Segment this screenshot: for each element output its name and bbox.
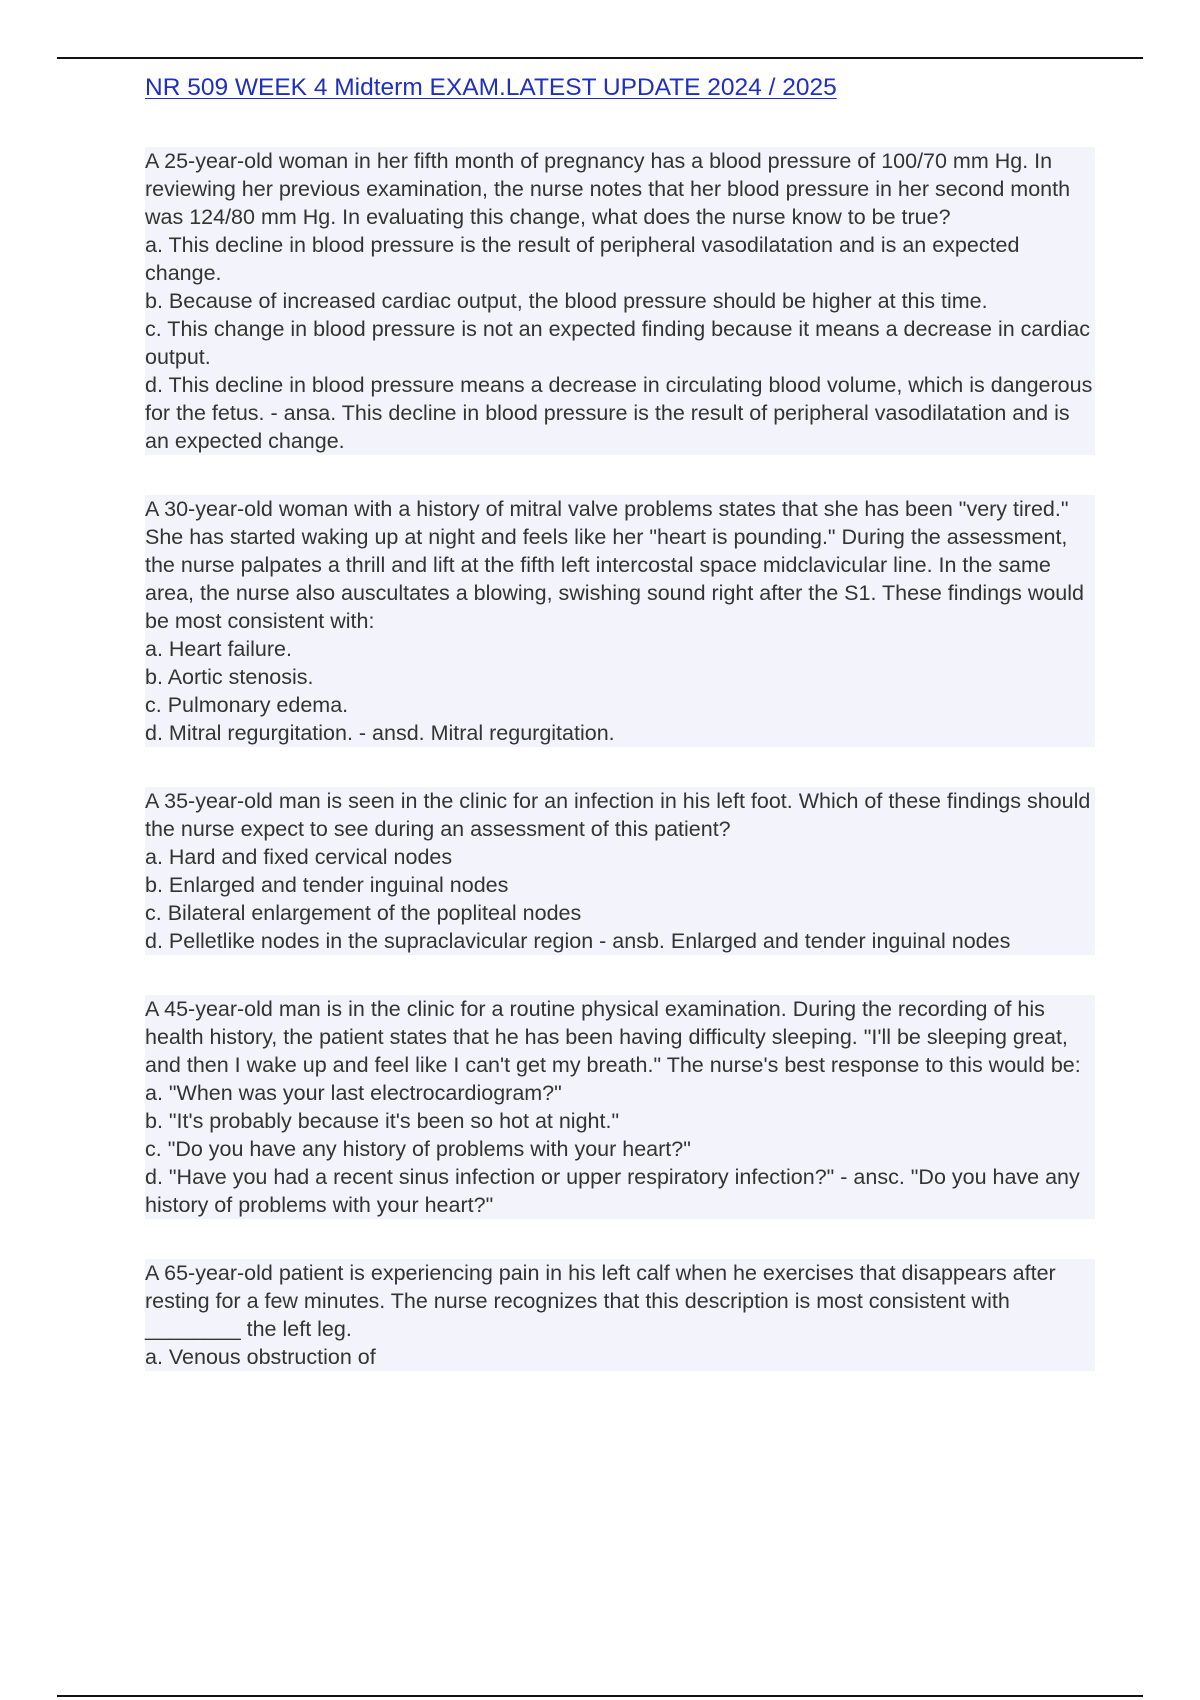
answer-option: c. Bilateral enlargement of the popliteal nodes bbox=[145, 899, 1095, 927]
answer-option: c. "Do you have any history of problems with your heart?" bbox=[145, 1135, 1095, 1163]
answer-option: d. Mitral regurgitation. - ansd. Mitral regurgitation. bbox=[145, 719, 1095, 747]
question-3 bbox=[145, 787, 1095, 955]
question-stem: A 45-year-old man is in the clinic for a routine physical examination. During the recording of his health history, the patient states that he has been having difficulty sleeping. "I'll be sleeping great, and then I wake up and feel like I can't get my breath." The nurse's best response to this would be: bbox=[145, 995, 1095, 1079]
answer-option: a. Venous obstruction of bbox=[145, 1343, 1095, 1371]
question-2 bbox=[145, 495, 1095, 747]
answer-option: d. "Have you had a recent sinus infection or upper respiratory infection?" - ansc. "Do you have any history of problems with your heart?" bbox=[145, 1163, 1095, 1219]
answer-option: a. Hard and fixed cervical nodes bbox=[145, 843, 1095, 871]
question-stem: A 25-year-old woman in her fifth month of pregnancy has a blood pressure of 100/70 mm Hg. In reviewing her previous examination, the nurse notes that her blood pressure in her second month was 124/80 mm Hg. In evaluating this change, what does the nurse know to be true? bbox=[145, 147, 1095, 231]
question-1 bbox=[145, 147, 1095, 455]
answer-option: c. This change in blood pressure is not an expected finding because it means a decrease in cardiac output. bbox=[145, 315, 1095, 371]
document-title[interactable]: NR 509 WEEK 4 Midterm EXAM.LATEST UPDATE 2024 / 2025 bbox=[145, 74, 837, 101]
question-stem: A 65-year-old patient is experiencing pain in his left calf when he exercises that disappears after resting for a few minutes. The nurse recognizes that this description is most consistent with ________ the left leg. bbox=[145, 1259, 1095, 1343]
answer-option: d. Pelletlike nodes in the supraclavicular region - ansb. Enlarged and tender inguinal nodes bbox=[145, 927, 1095, 955]
document-body bbox=[145, 72, 1095, 1371]
top-rule bbox=[57, 57, 1143, 59]
question-stem: A 30-year-old woman with a history of mitral valve problems states that she has been "very tired." She has started waking up at night and feels like her "heart is pounding." During the assessment, the nurse palpates a thrill and lift at the fifth left intercostal space midclavicular line. In the same area, the nurse also auscultates a blowing, swishing sound right after the S1. These findings would be most consistent with: bbox=[145, 495, 1095, 635]
answer-option: b. "It's probably because it's been so hot at night." bbox=[145, 1107, 1095, 1135]
answer-option: a. This decline in blood pressure is the result of peripheral vasodilatation and is an expected change. bbox=[145, 231, 1095, 287]
answer-option: b. Aortic stenosis. bbox=[145, 663, 1095, 691]
answer-option: b. Enlarged and tender inguinal nodes bbox=[145, 871, 1095, 899]
answer-option: d. This decline in blood pressure means a decrease in circulating blood volume, which is dangerous for the fetus. - ansa. This decline in blood pressure is the result of peripheral vasodilatation and is an expected change. bbox=[145, 371, 1095, 455]
question-stem: A 35-year-old man is seen in the clinic for an infection in his left foot. Which of these findings should the nurse expect to see during an assessment of this patient? bbox=[145, 787, 1095, 843]
question-4 bbox=[145, 995, 1095, 1219]
answer-option: c. Pulmonary edema. bbox=[145, 691, 1095, 719]
answer-option: b. Because of increased cardiac output, the blood pressure should be higher at this time. bbox=[145, 287, 1095, 315]
question-5 bbox=[145, 1259, 1095, 1371]
bottom-rule bbox=[57, 1695, 1143, 1697]
answer-option: a. Heart failure. bbox=[145, 635, 1095, 663]
answer-option: a. "When was your last electrocardiogram?" bbox=[145, 1079, 1095, 1107]
